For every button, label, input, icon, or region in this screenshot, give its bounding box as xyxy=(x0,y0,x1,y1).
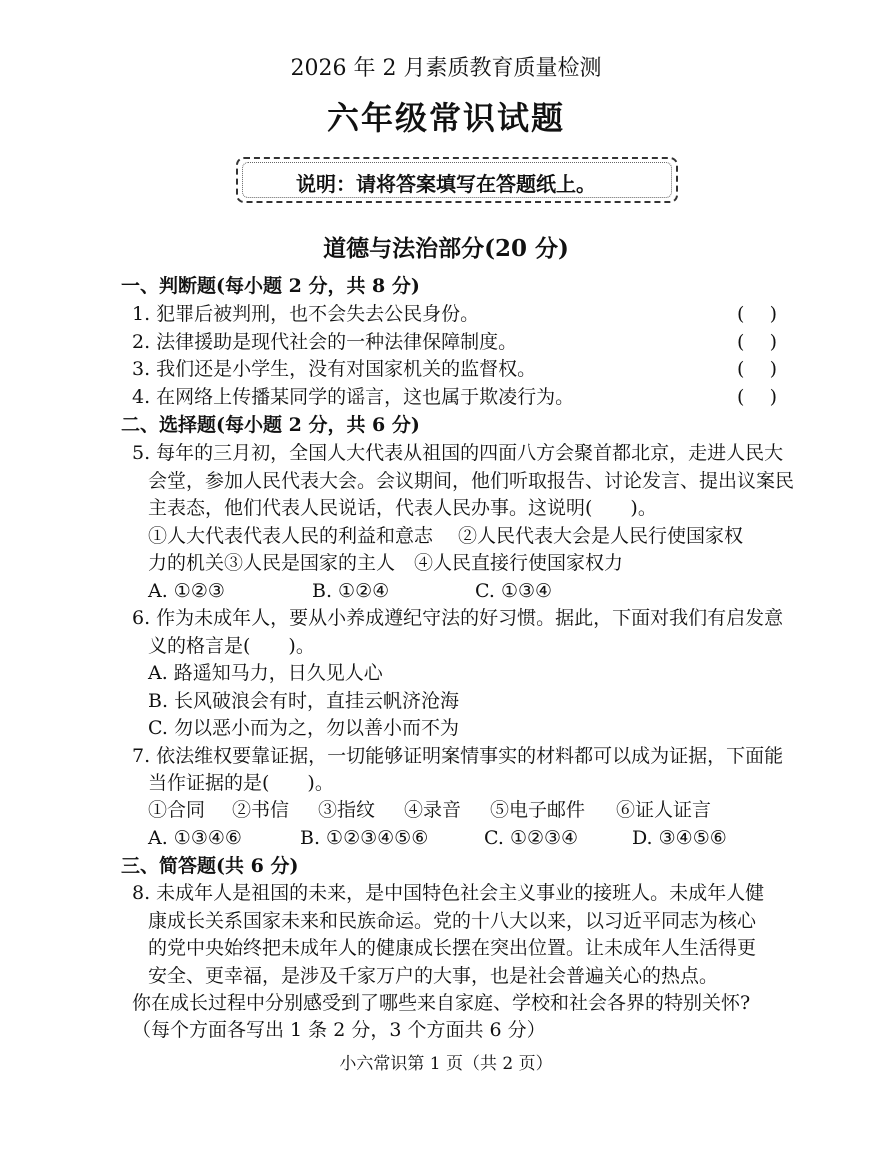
exam-title: 六年级常识试题 xyxy=(326,99,565,137)
page-footer: 小六常识第 1 页（共 2 页） xyxy=(339,1054,553,1074)
q7-option-a: A. ①③④⑥ xyxy=(148,827,242,849)
q5-option-b: B. ①②④ xyxy=(312,580,390,602)
answer-paren-4: ( ) xyxy=(737,386,777,408)
answer-paren-1: ( ) xyxy=(737,303,777,325)
q5-option-a: A. ①②③ xyxy=(148,580,225,602)
q6-line-2: 义的格言是( )。 xyxy=(148,635,315,657)
q5-line-3: 主表态，他们代表人民说话，代表人民办事。这说明( )。 xyxy=(148,497,657,519)
q8-line-4: 安全、更幸福，是涉及千家万户的大事，也是社会普遍关心的热点。 xyxy=(148,965,719,987)
answer-paren-3: ( ) xyxy=(737,358,777,380)
judgment-item-1: 1. 犯罪后被判刑，也不会失去公民身份。 xyxy=(132,303,480,325)
q5-line-1: 5. 每年的三月初，全国人大代表从祖国的四面八方会聚首都北京，走进人民大 xyxy=(132,442,784,464)
short-answer-section-heading: 三、简答题(共 6 分) xyxy=(121,855,299,877)
judgment-item-4: 4. 在网络上传播某同学的谣言，这也属于欺凌行为。 xyxy=(132,386,575,408)
q8-line-3: 的党中央始终把未成年人的健康成长摆在突出位置。让未成年人生活得更 xyxy=(148,937,757,959)
q8-line-1: 8. 未成年人是祖国的未来，是中国特色社会主义事业的接班人。未成年人健 xyxy=(132,882,765,904)
q7-material-6: ⑥证人证言 xyxy=(616,799,712,821)
section-heading: 道德与法治部分(20 分) xyxy=(323,235,569,262)
q8-scoring-note: （每个方面各写出 1 条 2 分，3 个方面共 6 分） xyxy=(132,1019,546,1041)
q7-option-c: C. ①②③④ xyxy=(484,827,579,849)
q5-option-c: C. ①③④ xyxy=(475,580,553,602)
q7-material-4: ④录音 xyxy=(404,799,462,821)
notice-text: 说明：请将答案填写在答题纸上。 xyxy=(296,172,596,196)
answer-paren-2: ( ) xyxy=(737,331,777,353)
q8-question: 你在成长过程中分别感受到了哪些来自家庭、学校和社会各界的特别关怀? xyxy=(132,992,751,1014)
q6-option-c: C. 勿以恶小而为之，勿以善小而不为 xyxy=(148,717,459,739)
judgment-item-3: 3. 我们还是小学生，没有对国家机关的监督权。 xyxy=(132,358,537,380)
q6-line-1: 6. 作为未成年人，要从小养成遵纪守法的好习惯。据此，下面对我们有启发意 xyxy=(132,607,784,629)
q7-material-1: ①合同 xyxy=(148,799,206,821)
q6-option-a: A. 路遥知马力，日久见人心 xyxy=(148,662,383,684)
q7-material-2: ②书信 xyxy=(232,799,290,821)
q7-option-d: D. ③④⑤⑥ xyxy=(632,827,727,849)
judgment-item-2: 2. 法律援助是现代社会的一种法律保障制度。 xyxy=(132,331,518,353)
q7-line-2: 当作证据的是( )。 xyxy=(148,772,334,794)
q6-option-b: B. 长风破浪会有时，直挂云帆济沧海 xyxy=(148,690,460,712)
q7-material-3: ③指纹 xyxy=(318,799,376,821)
q5-line-2: 会堂，参加人民代表大会。会议期间，他们听取报告、讨论发言、提出议案民 xyxy=(148,470,795,492)
q8-line-2: 康成长关系国家未来和民族命运。党的十八大以来，以习近平同志为核心 xyxy=(148,910,757,932)
judgment-section-heading: 一、判断题(每小题 2 分，共 8 分) xyxy=(121,275,420,297)
q5-line-5: 力的机关③人民是国家的主人 ④人民直接行使国家权力 xyxy=(148,552,624,574)
choice-section-heading: 二、选择题(每小题 2 分，共 6 分) xyxy=(121,414,420,436)
q7-option-b: B. ①②③④⑤⑥ xyxy=(300,827,429,849)
q7-material-5: ⑤电子邮件 xyxy=(490,799,586,821)
q5-line-4: ①人大代表代表人民的利益和意志 ②人民代表大会是人民行使国家权 xyxy=(148,525,744,547)
exam-date-heading: 2026 年 2 月素质教育质量检测 xyxy=(290,56,602,81)
q7-line-1: 7. 依法维权要靠证据，一切能够证明案情事实的材料都可以成为证据，下面能 xyxy=(132,745,784,767)
